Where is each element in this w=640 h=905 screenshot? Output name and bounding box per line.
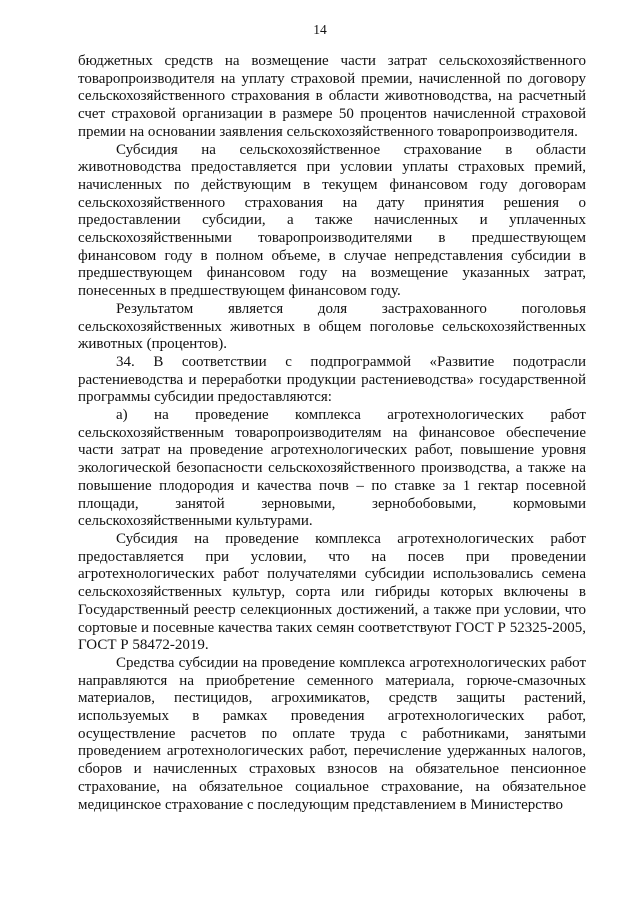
- paragraph-continuation: бюджетных средств на возмещение части затрат сельскохозяйственного товаропроизводителя на уплату страховой премии, начисленной по договору сельскохозяйственного страхования в области животноводства, на расчетный счет страховой организации в размере 50 процентов начисленной страховой премии на основании заявления сельскохозяйственного товаропроизводителя.: [78, 53, 586, 140]
- paragraph-result-indicator: Результатом является доля застрахованного поголовья сельскохозяйственных животных в общем поголовье сельскохозяйственных животных (процентов).: [78, 300, 586, 353]
- paragraph-insurance-subsidy-condition: Субсидия на сельскохозяйственное страхование в области животноводства предоставляется при условии уплаты страховых премий, начисленных по действующим в текущем финансовом году договорам сельскохозяйственного страхования на дату принятия решения о предоставлении субсидии, а также начисленных и уплаченных сельскохозяйственными товаропроизводителями в предшествующем финансовом году в полном объеме, в случае непредставления субсидии в предшествующем финансовом году на возмещение указанных затрат, понесенных в предшествующем финансовом году.: [78, 141, 586, 300]
- paragraph-item-34: 34. В соответствии с подпрограммой «Развитие подотрасли растениеводства и переработки продукции растениеводства» государственной программы субсидии предоставляются:: [78, 353, 586, 406]
- paragraph-agrotech-condition: Субсидия на проведение комплекса агротехнологических работ предоставляется при условии, что на посев при проведении агротехнологических работ получателями субсидии использовались семена сельскохозяйственных культур, сорта или гибриды которых включены в Государственный реестр селекционных достижений, а также при условии, что сортовые и посевные качества таких семян соответствуют ГОСТ Р 52325-2005, ГОСТ Р 58472-2019.: [78, 530, 586, 654]
- paragraph-agrotech-funds-use: Средства субсидии на проведение комплекса агротехнологических работ направляются на приобретение семенного материала, горюче-смазочных материалов, пестицидов, агрохимикатов, средств защиты растений, используемых в рамках проведения агротехнологических работ, осуществление расчетов по оплате труда с работниками, занятыми проведением агротехнологических работ, перечисление удержанных налогов, сборов и начисленных страховых взносов на обязательное пенсионное страхование, на обязательное социальное страхование, на обязательное медицинское страхование с последующим представлением в Министерство: [78, 654, 586, 813]
- paragraph-subitem-a: а) на проведение комплекса агротехнологических работ сельскохозяйственным товаропроизводителям на финансовое обеспечение части затрат на проведение агротехнологических работ, повышение уровня экологической безопасности сельскохозяйственного производства, а также на повышение плодородия и качества почв – по ставке за 1 гектар посевной площади, занятой зерновыми, зернобобовыми, кормовыми сельскохозяйственными культурами.: [78, 407, 586, 530]
- document-body: [78, 53, 586, 814]
- page-number: 14: [313, 22, 327, 37]
